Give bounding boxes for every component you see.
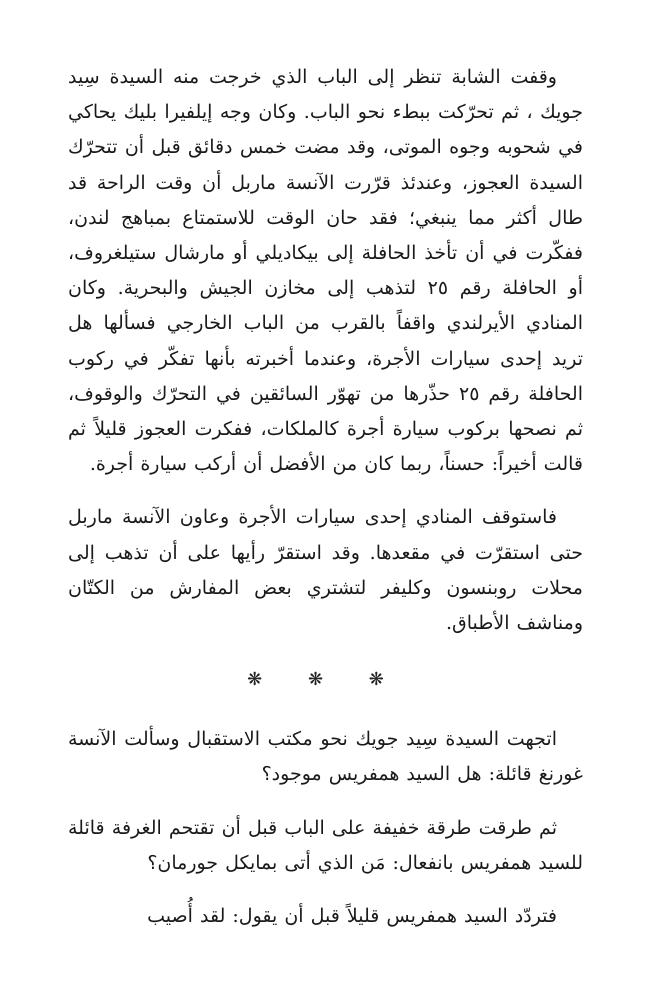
paragraph-4: ثم طرقت طرقة خفيفة على الباب قبل أن تقتحم الغرفة قائلة للسيد همفريس بانفعال: مَن الذي أتى بمايكل جورمان؟ <box>68 816 583 874</box>
book-page <box>68 60 583 1000</box>
paragraph-5: فتردّد السيد همفريس قليلاً قبل أن يقول: لقد أُصيب <box>147 905 557 928</box>
paragraph-1: وقفت الشابة تنظر إلى الباب الذي خرجت منه السيدة سِيد جويك ، ثم تحرّكت ببطء نحو الباب. وكان وجه إيلفيرا بليك يحاكي في شحوبه وجوه الموتى، وقد مضت خمس دقائق قبل أن تتحرّك السيدة العجوز، وعندئذ قرّرت الآنسة ماربل أن وقت الراحة قد طال أكثر مما ينبغي؛ فقد حان الوقت للاستمتاع بمباهج لندن، ففكّرت في أن تأخذ الحافلة إلى بيكاديلي أو مارشال ستيلغروف، أو الحافلة رقم ٢٥ لتذهب إلى مخازن الجيش والبحرية. وكان المنادي الأيرلندي واقفاً بالقرب من الباب الخارجي فسألها هل تريد إحدى سيارات الأجرة، وعندما أخبرته بأنها تفكّر في ركوب الحافلة رقم ٢٥ حذّرها من تهوّر السائقين في التحرّك والوقوف، ثم نصحها بركوب سيارة أجرة كالملكات، ففكرت العجوز قليلاً ثم قالت أخيراً: حسناً، ربما كان من الأفضل أن أركب سيارة أجرة. <box>68 66 583 476</box>
paragraph-2: فاستوقف المنادي إحدى سيارات الأجرة وعاون الآنسة ماربل حتى استقرّت في مقعدها. وقد استقرّ رأيها على أن تذهب إلى محلات روبنسون وكليفر لتشتري بعض المفارش من الكتّان ومناشف الأطباق. <box>68 506 583 635</box>
paragraph-3: اتجهت السيدة سِيد جويك نحو مكتب الاستقبال وسألت الآنسة غورنغ قائلة: هل السيد همفريس موجود؟ <box>68 728 583 786</box>
section-separator: ❋ ❋ ❋ <box>247 669 404 691</box>
